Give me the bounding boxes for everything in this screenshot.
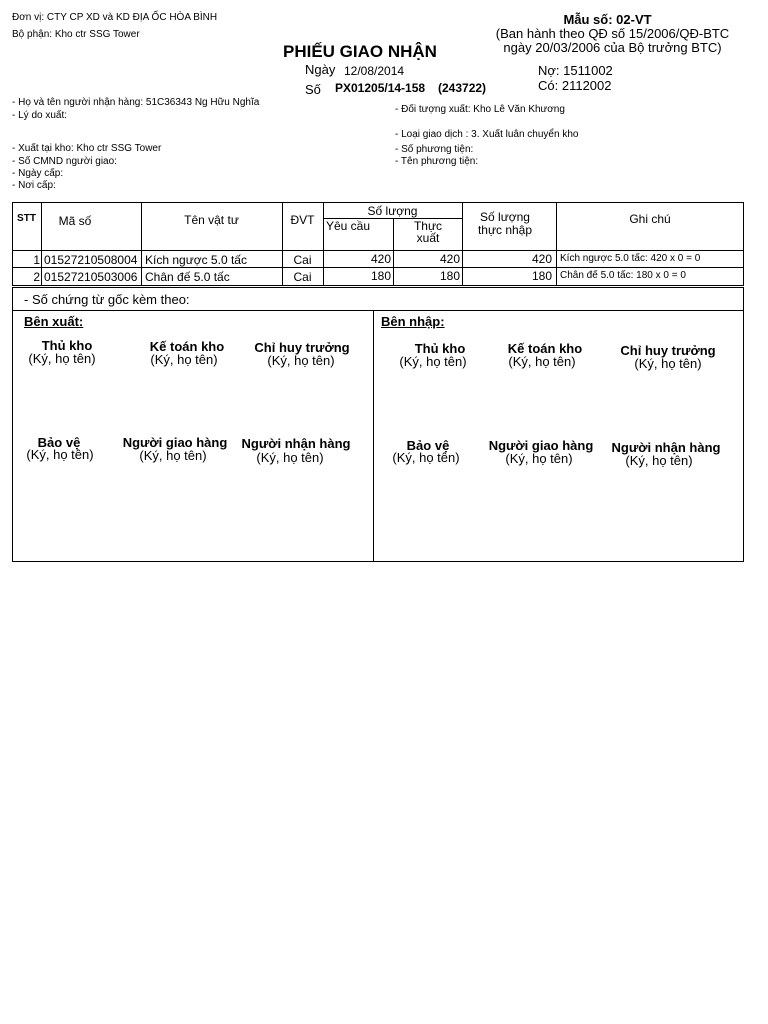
col-header-unit: ĐVT	[290, 213, 315, 227]
sig-recipient-title: Người nhận hàng	[611, 440, 721, 455]
regulation-line-1: (Ban hành theo QĐ số 15/2006/QĐ-BTC	[495, 26, 730, 41]
col-header-quantity: Số lượng	[367, 204, 418, 218]
col-header-code: Mã số	[58, 214, 92, 228]
issue-date: - Ngày cấp:	[12, 168, 64, 179]
sig-commander-title: Chỉ huy trưởng	[254, 340, 350, 355]
debit-account: Nợ: 1511002	[538, 63, 613, 78]
voucher-code: (243722)	[438, 81, 487, 95]
row-stt: 1	[33, 253, 40, 267]
sig-accountant-title: Kế toán kho	[149, 339, 225, 354]
sig-deliverer-title: Người giao hàng	[488, 438, 594, 453]
department: Bộ phận: Kho ctr SSG Tower	[12, 29, 140, 40]
reason: - Lý do xuất:	[12, 110, 68, 121]
sig-recipient-hint: (Ký, họ tên)	[256, 450, 324, 465]
sig-accountant-hint: (Ký, họ tên)	[508, 354, 576, 369]
row-actual-out: 420	[439, 252, 460, 266]
row-name: Kích ngược 5.0 tấc	[145, 253, 247, 267]
row-actual-in: 180	[531, 269, 552, 283]
sig-storekeeper-title: Thủ kho	[414, 341, 466, 356]
sig-security-hint: (Ký, họ tên)	[26, 447, 94, 462]
sig-commander-hint: (Ký, họ tên)	[634, 356, 702, 371]
sig-security-hint: (Ký, họ tên)	[392, 450, 460, 465]
credit-account: Có: 2112002	[538, 78, 612, 93]
row-actual-in: 420	[531, 252, 552, 266]
attached-documents: - Số chứng từ gốc kèm theo:	[24, 292, 190, 307]
receiver-side-label: Bên nhập:	[381, 314, 445, 329]
row-note: Kích ngược 5.0 tấc: 420 x 0 = 0	[560, 253, 701, 264]
issue-place: - Nơi cấp:	[12, 180, 56, 191]
number-label: Số	[305, 82, 321, 97]
date-label: Ngày	[305, 62, 336, 77]
row-requested: 180	[370, 269, 391, 283]
row-note: Chân đế 5.0 tấc: 180 x 0 = 0	[560, 270, 686, 281]
sig-deliverer-hint: (Ký, họ tên)	[139, 448, 207, 463]
row-name: Chân đế 5.0 tấc	[145, 270, 230, 284]
sig-deliverer-hint: (Ký, họ tên)	[505, 451, 573, 466]
sig-storekeeper-hint: (Ký, họ tên)	[399, 354, 467, 369]
vehicle-number: - Số phương tiện:	[395, 144, 474, 155]
row-stt: 2	[33, 270, 40, 284]
date-value: 12/08/2014	[344, 64, 405, 78]
sig-recipient-title: Người nhận hàng	[241, 436, 351, 451]
col-header-stt: STT	[17, 213, 36, 224]
sig-storekeeper-hint: (Ký, họ tên)	[28, 351, 96, 366]
issue-warehouse: - Xuất tại kho: Kho ctr SSG Tower	[12, 143, 162, 154]
col-header-note: Ghi chú	[629, 212, 671, 226]
company-name: Đơn vị: CTY CP XD và KD ĐỊA ỐC HÒA BÌNH	[12, 12, 218, 23]
col-header-requested: Yêu cầu	[325, 219, 371, 233]
sig-accountant-hint: (Ký, họ tên)	[150, 352, 218, 367]
row-code: 01527210503006	[44, 270, 138, 284]
row-actual-out: 180	[439, 269, 460, 283]
form-number: Mẫu số: 02-VT	[563, 12, 652, 27]
issuer-side-label: Bên xuất:	[24, 314, 84, 329]
sig-deliverer-title: Người giao hàng	[122, 435, 228, 450]
sig-accountant-title: Kế toán kho	[507, 341, 583, 356]
row-code: 01527210508004	[44, 253, 138, 267]
row-requested: 420	[370, 252, 391, 266]
voucher-number: PX01205/14-158	[335, 81, 426, 95]
receiver-name: - Họ và tên người nhận hàng: 51C36343 Ng Hữu Nghĩa	[12, 97, 260, 108]
row-unit: Cai	[293, 270, 312, 284]
sig-commander-hint: (Ký, họ tên)	[267, 353, 335, 368]
sig-security-title: Bảo vệ	[406, 438, 450, 453]
transaction-type: - Loại giao dịch : 3. Xuất luân chuyển kho	[395, 129, 579, 140]
sig-security-title: Bảo vệ	[37, 435, 81, 450]
col-header-name: Tên vật tư	[184, 213, 239, 227]
page-title: PHIẾU GIAO NHẬN	[283, 42, 437, 61]
id-number: - Số CMND người giao:	[12, 156, 117, 167]
row-unit: Cai	[293, 253, 312, 267]
sig-recipient-hint: (Ký, họ tên)	[625, 453, 693, 468]
sig-storekeeper-title: Thủ kho	[41, 338, 93, 353]
issue-object: - Đối tượng xuất: Kho Lê Văn Khương	[395, 104, 565, 115]
regulation-line-2: ngày 20/03/2006 của Bộ trưởng BTC)	[503, 40, 722, 55]
col-header-actual-out: Thực xuất	[413, 219, 443, 245]
col-header-actual-in: Số lượng thực nhập	[477, 210, 533, 237]
sig-commander-title: Chỉ huy trưởng	[620, 343, 716, 358]
vehicle-name: - Tên phương tiện:	[395, 156, 479, 167]
